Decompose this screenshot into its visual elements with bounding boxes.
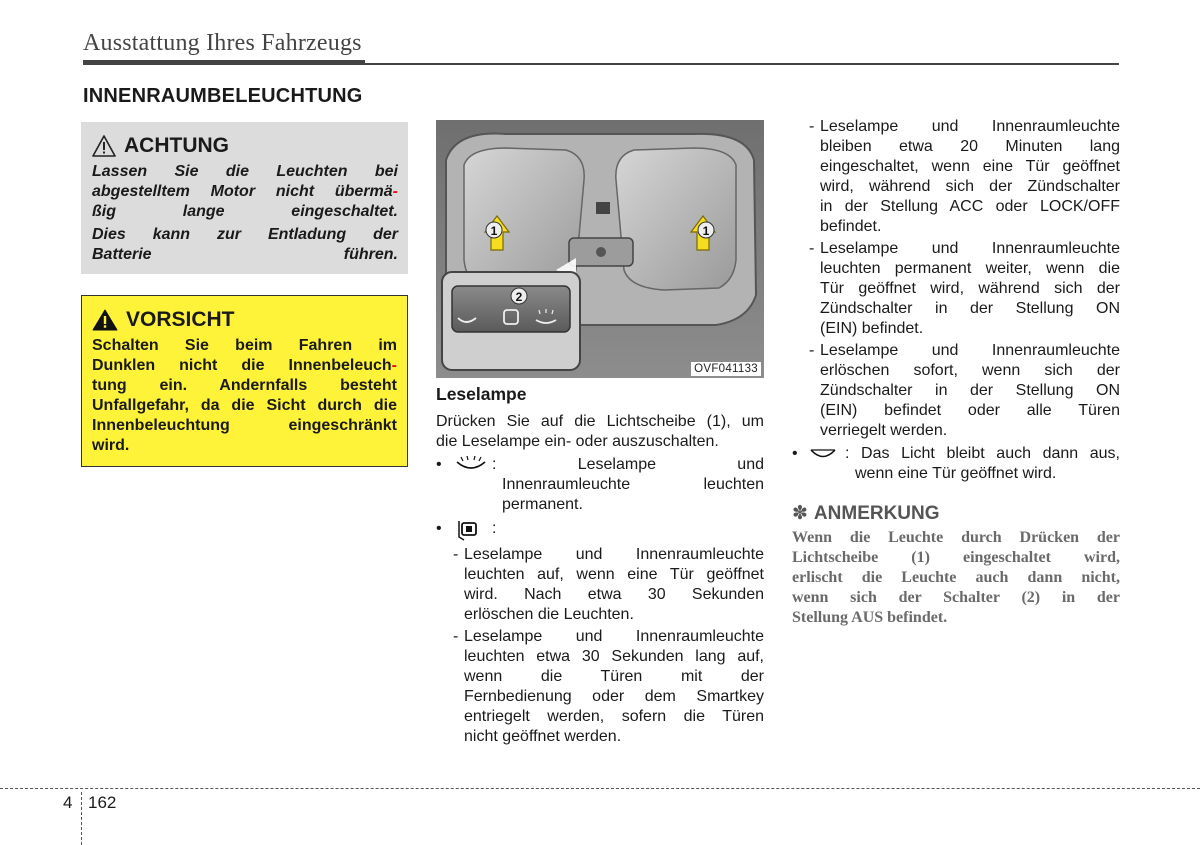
bullet-line: wenn eine Tür geöffnet wird.: [855, 465, 1057, 482]
dash-line: Leselampe und Innenraumleuchte: [464, 546, 764, 563]
bullet-dot: •: [436, 520, 442, 537]
vorsicht-line: Schalten Sie beim Fahren im: [92, 337, 397, 354]
dash-line: verriegelt werden.: [820, 422, 948, 439]
door-lamp-icon: [456, 519, 482, 541]
dash-line: (EIN) befindet oder alle Türen: [820, 402, 1120, 419]
vorsicht-line: [92, 356, 397, 376]
dash-item: [453, 627, 764, 747]
dash-marker: -: [809, 118, 815, 135]
lamp-on-icon: [454, 456, 488, 474]
intro-line: die Leselampe ein- oder auszuschalten.: [436, 433, 719, 450]
vorsicht-caution-box: [81, 295, 408, 467]
door-mode-continued: [792, 117, 1120, 628]
vorsicht-title: VORSICHT: [126, 308, 235, 331]
hyphen-mark: -: [392, 183, 398, 200]
bullet-colon: :: [492, 520, 497, 537]
vorsicht-line: wird.: [92, 437, 130, 454]
note-line: Wenn die Leuchte durch Drücken der: [792, 529, 1120, 546]
dash-line: entriegelt werden, sofern die Türen: [464, 708, 764, 725]
dash-marker: -: [453, 628, 459, 645]
intro-line: Drücken Sie auf die Lichtscheibe (1), um: [436, 413, 764, 430]
dash-line: nicht geöffnet werden.: [464, 728, 622, 745]
dash-line: leuchten auf, wenn eine Tür geöffnet: [464, 566, 764, 583]
vorsicht-text: [92, 336, 397, 456]
dash-line: leuchten permanent weiter, wenn die: [820, 260, 1120, 277]
dash-line: eingeschaltet, wenn eine Tür geöffnet: [820, 158, 1120, 175]
warning-triangle-filled-icon: [92, 309, 118, 331]
note-line: wenn sich der Schalter (2) in der: [792, 589, 1120, 606]
dash-line: Leselampe und Innenraumleuchte: [464, 628, 764, 645]
bullet-lamp-off: [792, 444, 1120, 484]
callout-number-1: 1: [490, 224, 498, 238]
leselampe-title: Leselampe: [436, 384, 527, 404]
dash-line: wird, während sich der Zündschalter: [820, 178, 1120, 195]
bullet-line: permanent.: [502, 496, 583, 513]
dash-item: [453, 545, 764, 625]
dash-item: [809, 341, 1120, 441]
header-rule-thin: [365, 63, 1119, 65]
dash-line: bleiben etwa 20 Minuten lang: [820, 138, 1120, 155]
bullet-dot: •: [436, 456, 442, 473]
note-symbol-icon: ✽: [792, 503, 808, 524]
footer-rule: [0, 788, 1200, 789]
achtung-warning-box: [81, 122, 408, 274]
note-line: Stellung AUS befindet.: [792, 609, 948, 626]
bullet-door-mode: [436, 519, 764, 543]
dash-line: wird. Nach etwa 30 Sekunden: [464, 586, 764, 603]
dash-line: erlöschen die Leuchten.: [464, 606, 634, 623]
dash-line: Zündschalter in der Stellung ON: [820, 300, 1120, 317]
callout-number-1: 1: [702, 224, 710, 238]
page-number: 162: [88, 793, 117, 812]
dash-line: in der Stellung ACC oder LOCK/OFF: [820, 198, 1120, 215]
achtung-line: Lassen Sie die Leuchten bei: [92, 163, 398, 180]
bullet-line: : Das Licht bleibt auch dann aus,: [845, 445, 1120, 462]
dash-line: leuchten etwa 30 Sekunden lang auf,: [464, 648, 764, 665]
lamp-off-icon: [808, 447, 838, 461]
leselampe-intro: [436, 412, 764, 452]
dash-item: [809, 117, 1120, 237]
dash-line: Leselampe und Innenraumleuchte: [820, 118, 1120, 135]
dash-item: [809, 239, 1120, 339]
achtung-text: [92, 162, 398, 265]
interior-light-photo: [436, 120, 764, 378]
dash-line: Leselampe und Innenraumleuchte: [820, 240, 1120, 257]
achtung-line: Batterie führen.: [92, 246, 398, 263]
vorsicht-line: Innenbeleuchtung eingeschränkt: [92, 417, 397, 434]
note-line: Lichtscheibe (1) eingeschaltet wird,: [792, 549, 1120, 566]
hyphenated-line: Dunklen nicht die Innenbeleuch-: [92, 357, 397, 374]
achtung-line: Dies kann zur Entladung der: [92, 226, 398, 243]
section-title: INNENRAUMBELEUCHTUNG: [83, 85, 363, 107]
dash-line: (EIN) befindet.: [820, 320, 924, 337]
dash-line: Fernbedienung oder dem Smartkey: [464, 688, 764, 705]
note-heading: [792, 502, 1120, 525]
dash-line: erlöschen sofort, wenn sich der: [820, 362, 1120, 379]
dash-line: wenn die Türen mit der: [464, 668, 764, 685]
achtung-title: ACHTUNG: [124, 134, 229, 157]
dash-line: Tür geöffnet wird, während sich der: [820, 280, 1120, 297]
dash-marker: -: [809, 240, 815, 257]
vorsicht-line: Unfallgefahr, da die Sicht durch die: [92, 397, 397, 414]
dash-marker: -: [809, 342, 815, 359]
dash-line: Leselampe und Innenraumleuchte: [820, 342, 1120, 359]
bullet-line: : Leselampe und: [492, 456, 764, 473]
note-title: ANMERKUNG: [813, 502, 940, 524]
dash-line: Zündschalter in der Stellung ON: [820, 382, 1120, 399]
bullet-line: Innenraumleuchte leuchten: [502, 476, 764, 493]
vorsicht-line: tung ein. Andernfalls besteht: [92, 377, 397, 394]
bullet-door-on: [436, 455, 764, 515]
overhead-console-illustration: [436, 120, 764, 378]
note-line: erlischt die Leuchte auch dann nicht,: [792, 569, 1120, 586]
hyphenated-line: abgestelltem Motor nicht übermä-: [92, 183, 398, 200]
leselampe-section: [436, 384, 764, 747]
chapter-header-title: Ausstattung Ihres Fahrzeugs: [83, 30, 362, 56]
bullet-dot: •: [792, 445, 798, 462]
callout-number-2: 2: [515, 290, 523, 304]
photo-id-label: OVF041133: [691, 362, 761, 376]
achtung-line: ßig lange eingeschaltet.: [92, 203, 398, 220]
footer-divider: [81, 792, 82, 845]
note-text: [792, 528, 1120, 628]
achtung-heading: [92, 132, 398, 160]
hyphen-mark: -: [391, 357, 397, 374]
warning-triangle-outline-icon: [92, 135, 116, 157]
chapter-number: 4: [63, 793, 73, 812]
header-rule-thick: [83, 60, 365, 65]
dash-line: befindet.: [820, 218, 882, 235]
achtung-line: [92, 182, 398, 202]
vorsicht-heading: [92, 306, 397, 334]
dash-marker: -: [453, 546, 459, 563]
